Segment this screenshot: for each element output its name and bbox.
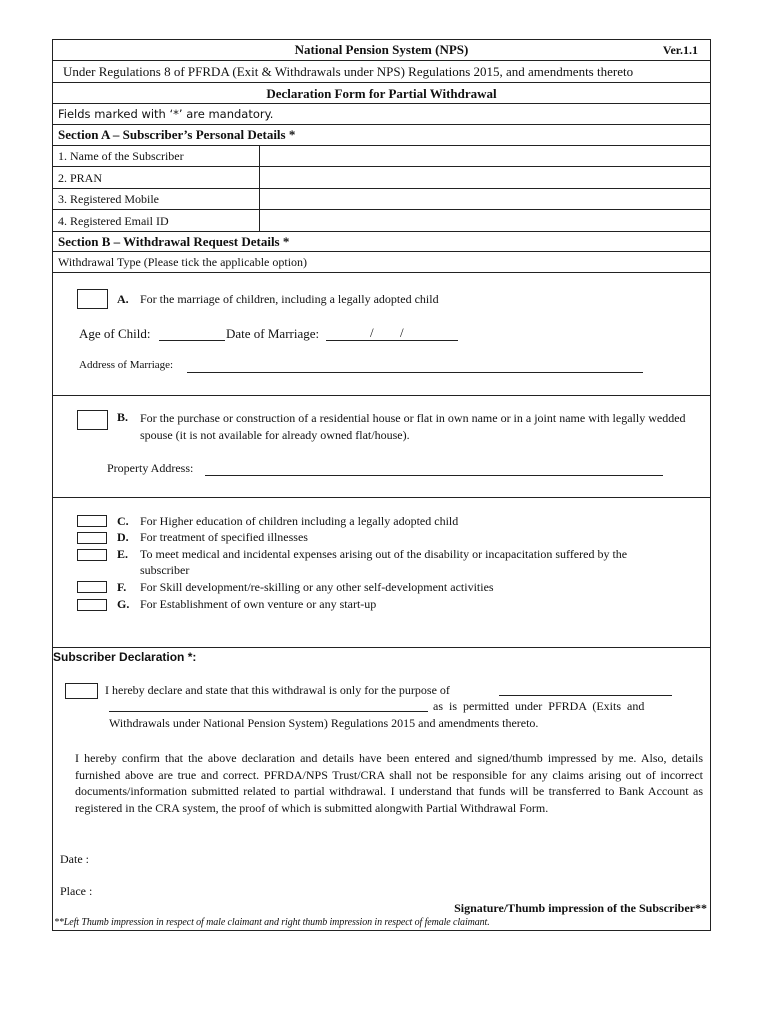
option-e-letter: E. [117, 547, 129, 561]
field-label-pran: 2. PRAN [58, 171, 103, 185]
purpose-input-continued[interactable] [109, 711, 428, 712]
option-d-checkbox[interactable] [77, 532, 107, 544]
regulation-row [53, 61, 710, 83]
section-b-heading: Section B – Withdrawal Request Details * [58, 234, 290, 249]
purpose-input[interactable] [499, 695, 672, 696]
option-f-letter: F. [117, 580, 127, 594]
thumb-impression-footnote: **Left Thumb impression in respect of male claimant and right thumb impression in respect of female claimant. [54, 917, 490, 928]
property-address-label: Property Address: [107, 461, 194, 475]
pran-input[interactable] [261, 168, 708, 187]
field-label-mobile: 3. Registered Mobile [58, 192, 159, 206]
header-row [53, 40, 710, 61]
mobile-input[interactable] [261, 190, 708, 208]
option-b-text: For the purchase or construction of a residential house or flat in own name or in a joint name with legally wedded spouse (it is not available for already owned flat/house). [140, 411, 686, 442]
name-input[interactable] [261, 147, 708, 165]
option-c-letter: C. [117, 514, 129, 528]
place-label: Place : [60, 884, 93, 898]
option-a-letter: A. [117, 292, 129, 306]
option-b-checkbox[interactable] [77, 410, 108, 430]
declaration-heading: Subscriber Declaration *: [53, 650, 197, 664]
date-input[interactable] [103, 850, 253, 868]
option-g-letter: G. [117, 597, 130, 611]
field-row-mobile [53, 189, 710, 210]
option-a-checkbox[interactable] [77, 289, 108, 309]
form-title-row [53, 83, 710, 104]
option-a-block [53, 273, 710, 396]
option-g-text: For Establishment of own venture or any start-up [140, 597, 377, 611]
mandatory-note: Fields marked with ‘*’ are mandatory. [58, 107, 274, 121]
date-separator: / [370, 325, 374, 340]
declaration-confirmation: I hereby confirm that the above declaration and details have been entered and signed/thumb impressed by me. Also, details furnished above are true and correct. PFRDA/NPS Trust/CRA shall not be responsible for any claims arising out of incorrect documents/information submitted related to partial withdrawal. I understand that funds will be transferred to Bank Account as registered in the CRA system, the proof of which is submitted alongwith Partial Withdrawal Form. [75, 751, 703, 815]
option-f-text: For Skill development/re-skilling or any other self-development activities [140, 580, 494, 594]
option-d-letter: D. [117, 530, 129, 544]
option-b-block [53, 396, 710, 498]
date-separator: / [400, 325, 404, 340]
address-of-marriage-label: Address of Marriage: [79, 359, 174, 371]
options-c-g-block [53, 498, 710, 648]
field-row-pran [53, 167, 710, 189]
form-main-title: National Pension System (NPS) [294, 42, 469, 57]
signature-label: Signature/Thumb impression of the Subscriber** [454, 901, 707, 915]
section-a-heading: Section A – Subscriber’s Personal Details * [58, 127, 296, 142]
declaration-line3: Withdrawals under National Pension System) Regulations 2015 and amendments thereto. [109, 716, 539, 730]
declaration-line1: I hereby declare and state that this withdrawal is only for the purpose of [105, 683, 450, 697]
option-c-text: For Higher education of children including a legally adopted child [140, 514, 459, 528]
date-of-marriage-label: Date of Marriage: [226, 326, 320, 341]
option-d-text: For treatment of specified illnesses [140, 530, 308, 544]
section-a-heading-row [53, 125, 710, 146]
option-c-checkbox[interactable] [77, 515, 107, 527]
date-label: Date : [60, 852, 89, 866]
date-of-marriage-input[interactable] [326, 340, 458, 341]
declaration-form [52, 39, 711, 931]
declaration-checkbox[interactable] [65, 683, 98, 699]
option-f-checkbox[interactable] [77, 581, 107, 593]
email-input[interactable] [261, 211, 708, 230]
field-label-email: 4. Registered Email ID [58, 214, 169, 228]
form-title: Declaration Form for Partial Withdrawal [266, 86, 497, 101]
address-of-marriage-input[interactable] [187, 372, 643, 373]
declaration-line2: as is permitted under PFRDA (Exits and [433, 699, 645, 713]
regulation-text: Under Regulations 8 of PFRDA (Exit & Withdrawals under NPS) Regulations 2015, and amendments thereto [63, 64, 634, 79]
section-b-heading-row [53, 232, 710, 252]
field-row-email [53, 210, 710, 232]
place-input[interactable] [103, 882, 253, 900]
field-label-name: 1. Name of the Subscriber [58, 149, 184, 163]
option-e-text-continued: subscriber [140, 563, 190, 577]
field-row-name [53, 146, 710, 167]
version-label: Ver.1.1 [662, 43, 698, 57]
withdrawal-type-label: Withdrawal Type (Please tick the applicable option) [58, 255, 308, 269]
option-g-checkbox[interactable] [77, 599, 107, 611]
age-of-child-label: Age of Child: [79, 326, 151, 341]
option-e-text: To meet medical and incidental expenses arising out of the disability or incapacitation suffered by the [140, 547, 628, 561]
mandatory-row [53, 104, 710, 125]
age-of-child-input[interactable] [159, 340, 225, 341]
withdrawal-type-row [53, 252, 710, 273]
property-address-input[interactable] [205, 475, 663, 476]
option-e-checkbox[interactable] [77, 549, 107, 561]
option-a-text: For the marriage of children, including a legally adopted child [140, 292, 439, 306]
option-b-letter: B. [117, 410, 129, 424]
